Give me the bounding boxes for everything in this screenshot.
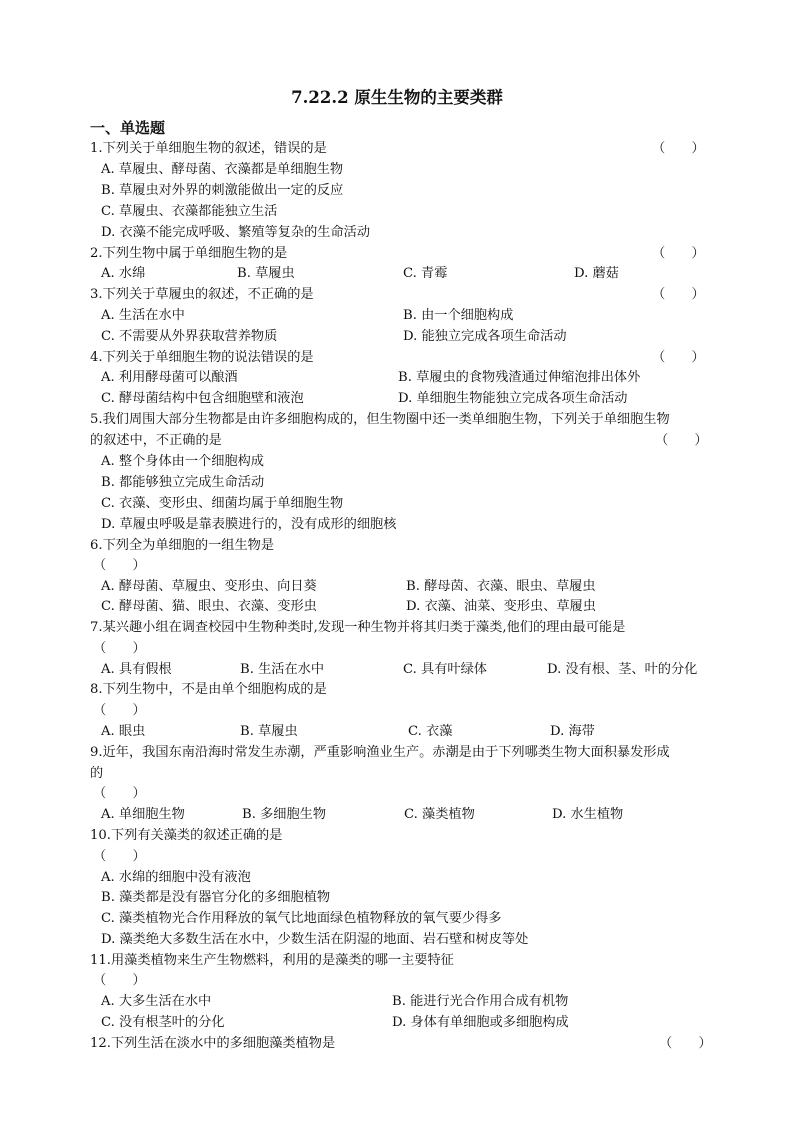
option-d: D. 身体有单细胞或多细胞构成 xyxy=(392,1015,569,1030)
option-a: A. 单细胞生物 xyxy=(101,807,185,822)
option-a: A. 利用酵母菌可以酿酒 xyxy=(101,370,238,385)
option-d: D. 水生植物 xyxy=(552,807,624,822)
option-b: B. 多细胞生物 xyxy=(242,807,327,822)
option-c: C. 藻类植物 xyxy=(404,807,475,822)
question-stem: 4.下列关于单细胞生物的说法错误的是 xyxy=(90,350,314,365)
option-b: B. 都能够独立完成生命活动 xyxy=(101,475,265,490)
answer-bracket: （ ） xyxy=(652,350,705,365)
option-d: D. 藻类绝大多数生活在水中，少数生活在阴湿的地面、岩石壁和树皮等处 xyxy=(101,932,529,947)
question-stem: 1.下列关于单细胞生物的叙述，错误的是 xyxy=(90,141,327,156)
option-c: C. 衣藻、变形虫、细菌均属于单细胞生物 xyxy=(101,496,344,511)
answer-bracket: （ ） xyxy=(652,141,705,156)
option-c: C. 酵母菌、猫、眼虫、衣藻、变形虫 xyxy=(101,599,317,614)
option-d: D. 没有根、茎、叶的分化 xyxy=(547,662,698,677)
option-d: D. 能独立完成各项生命活动 xyxy=(403,329,567,344)
answer-bracket: （ ） xyxy=(652,246,705,261)
option-b: B. 草履虫的食物残渣通过伸缩泡排出体外 xyxy=(398,370,641,385)
option-a: A. 大多生活在水中 xyxy=(101,994,212,1009)
option-b: B. 草履虫 xyxy=(240,724,298,739)
section-heading: 一、单选题 xyxy=(90,119,166,137)
option-c: C. 藻类植物光合作用释放的氧气比地面绿色植物释放的氧气要少得多 xyxy=(101,911,502,926)
answer-bracket: （ ） xyxy=(652,287,705,302)
answer-bracket: （ ） xyxy=(93,703,146,718)
option-b: B. 酵母茵、衣藻、眼虫、草履虫 xyxy=(406,579,596,594)
question-stem: 2.下列生物中属于单细胞生物的是 xyxy=(90,246,288,261)
question-stem-continued: 的叙述中，不正确的是 xyxy=(90,433,222,448)
question-stem: 10.下列有关藻类的叙述正确的是 xyxy=(90,828,283,843)
option-b: B. 生活在水中 xyxy=(240,662,325,677)
option-d: D. 衣藻不能完成呼吸、繁殖等复杂的生命活动 xyxy=(101,225,371,240)
question-stem: 5.我们周围大部分生物都是由许多细胞构成的，但生物圈中还一类单细胞生物，下列关于单细胞生物 xyxy=(90,412,670,427)
option-a: A. 水绵 xyxy=(101,266,146,281)
question-stem: 6.下列全为单细胞的一组生物是 xyxy=(90,538,275,553)
option-b: B. 由一个细胞构成 xyxy=(403,308,514,323)
option-c: C. 草履虫、衣藻都能独立生活 xyxy=(101,204,278,219)
answer-bracket: （ ） xyxy=(93,849,146,864)
option-c: C. 具有叶绿体 xyxy=(403,662,487,677)
question-stem-continued: 的 xyxy=(90,766,104,781)
option-c: C. 衣藻 xyxy=(408,724,453,739)
answer-bracket: （ ） xyxy=(93,786,146,801)
document-title: 7.22.2 原生生物的主要类群 xyxy=(291,88,503,107)
option-a: A. 眼虫 xyxy=(101,724,146,739)
option-c: C. 没有根茎叶的分化 xyxy=(101,1015,225,1030)
answer-bracket: （ ） xyxy=(93,558,146,573)
answer-bracket: （ ） xyxy=(93,973,146,988)
question-stem: 3.下列关于草履虫的叙述，不正确的是 xyxy=(90,287,314,302)
question-stem: 9.近年，我国东南沿海时常发生赤潮，严重影响渔业生产。赤潮是由于下列哪类生物大面积暴发形成 xyxy=(90,745,670,760)
option-a: A. 具有假根 xyxy=(101,662,172,677)
question-stem: 7.某兴趣小组在调查校园中生物种类时,发现一种生物并将其归类于藻类,他们的理由最可能是 xyxy=(90,620,626,635)
answer-bracket: （ ） xyxy=(93,641,146,656)
option-b: B. 草履虫对外界的刺激能做出一定的反应 xyxy=(101,183,344,198)
question-stem: 8.下列生物中，不是由单个细胞构成的是 xyxy=(90,682,327,697)
option-d: D. 海带 xyxy=(550,724,595,739)
option-b: B. 能进行光合作用合成有机物 xyxy=(392,994,569,1009)
option-a: A. 生活在水中 xyxy=(101,308,185,323)
option-c: C. 不需要从外界获取营养物质 xyxy=(101,329,278,344)
option-d: D. 衣藻、油菜、变形虫、草履虫 xyxy=(406,599,596,614)
option-a: A. 水绵的细胞中没有液泡 xyxy=(101,870,251,885)
option-c: C. 酵母菌结构中包含细胞壁和液泡 xyxy=(101,391,304,406)
option-d: D. 单细胞生物能独立完成各项生命活动 xyxy=(398,391,628,406)
option-a: A. 整个身体由一个细胞构成 xyxy=(101,454,264,469)
option-b: B. 藻类都是没有器官分化的多细胞植物 xyxy=(101,890,331,905)
answer-bracket: （ ） xyxy=(659,1036,712,1051)
option-d: D. 蘑菇 xyxy=(574,266,619,281)
question-stem: 12.下列生活在淡水中的多细胞藻类植物是 xyxy=(90,1036,336,1051)
option-c: C. 青霉 xyxy=(403,266,448,281)
option-d: D. 草履虫呼吸是靠表膜进行的，没有成形的细胞核 xyxy=(101,517,397,532)
question-stem: 11.用藻类植物来生产生物燃料，利用的是藻类的哪一主要特征 xyxy=(90,953,454,968)
option-a: A. 草履虫、酵母菌、衣藻都是单细胞生物 xyxy=(101,162,344,177)
option-b: B. 草履虫 xyxy=(237,266,295,281)
option-a: A. 酵母菌、草履虫、变形虫、向日葵 xyxy=(101,579,317,594)
answer-bracket: （ ） xyxy=(655,433,708,448)
